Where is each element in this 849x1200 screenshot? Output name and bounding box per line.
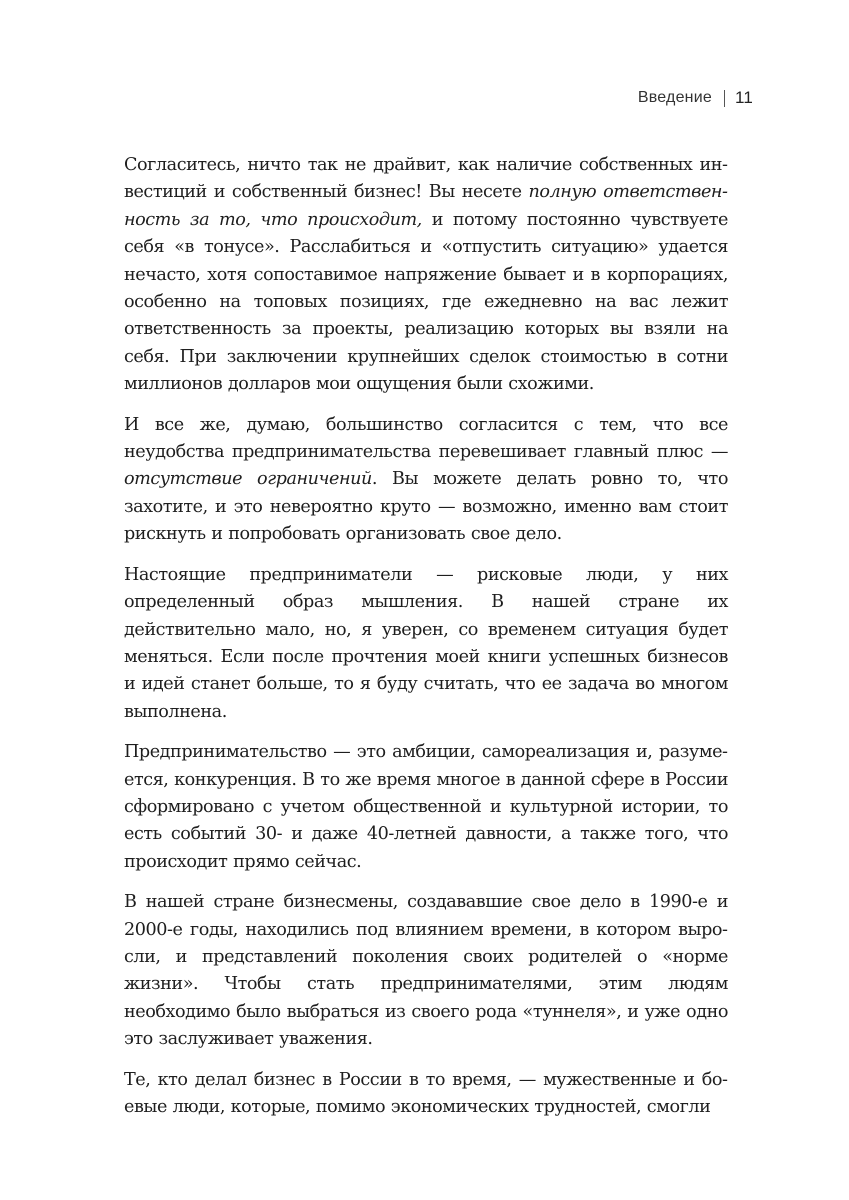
paragraph-1-text-a: Согласитесь, ничто так не драйвит, как наличие собственных инвестиций и собственный бизнес! Вы несете: [124, 155, 728, 203]
paragraph-2-text-a: И все же, думаю, большинство согласится с тем, что все неудобства предпринимательства перевешивает главный плюс —: [124, 414, 728, 463]
paragraph-1-italic: полную ответственность за то, что происходит,: [124, 182, 728, 230]
section-title: Введение: [637, 89, 712, 106]
paragraph-2-italic: отсутствие ограничений: [124, 469, 372, 490]
paragraph-1-text-b: и потому постоянно чувствуете себя «в тонусе». Расслабиться и «отпустить ситуацию» удается нечасто, хотя сопоставимое напряжение бывает и в корпорациях, особенно на топовых позициях, где ежедневно на вас лежит ответственность за проекты, реализацию которых вы взяли на себя. При заключении крупнейших сделок стоимостью в сотни миллионов долларов мои ощущения были схожими.: [124, 209, 728, 395]
paragraph-3: Настоящие предприниматели — рисковые люди, у них определенный образ мышления. В нашей стране их действительно мало, но, я уверен, со временем ситуация будет меняться. Если после прочтения моей книги успешных бизнесов и идей станет больше, то я буду считать, что ее задача во многом выполнена.: [124, 564, 728, 722]
paragraph-5: В нашей стране бизнесмены, создававшие свое дело в 1990-е и 2000-е годы, находились под влиянием времени, в котором выросли, и представлений поколения своих родителей о «норме жизни». Чтобы стать предпринимателями, этим людям необходимо было выбраться из своего рода «туннеля», и уже одно это заслуживает уважения.: [124, 892, 728, 1050]
paragraph-4: Предпринимательство — это амбиции, самореализация и, разумеется, конкуренция. В то же время многое в данной сфере в России сформировано с учетом общественной и культурной истории, то есть событий 30- и даже 40-летней давности, а также того, что происходит прямо сейчас.: [124, 742, 728, 872]
running-head: [638, 88, 753, 108]
paragraph-6: Те, кто делал бизнес в России в то время, — мужественные и боевые люди, которые, помимо экономических трудностей, смогли: [124, 1069, 728, 1117]
body-text: [124, 152, 728, 1134]
page-number: 11: [734, 88, 753, 107]
paragraph-2-text-b: . Вы можете делать ровно то, что захотите, и это невероятно круто — возможно, именно вам стоит рискнуть и попробовать организовать свое дело.: [124, 469, 728, 545]
paragraph-1: [124, 152, 728, 399]
paragraph-2: [124, 412, 728, 549]
header-divider: [724, 90, 725, 107]
